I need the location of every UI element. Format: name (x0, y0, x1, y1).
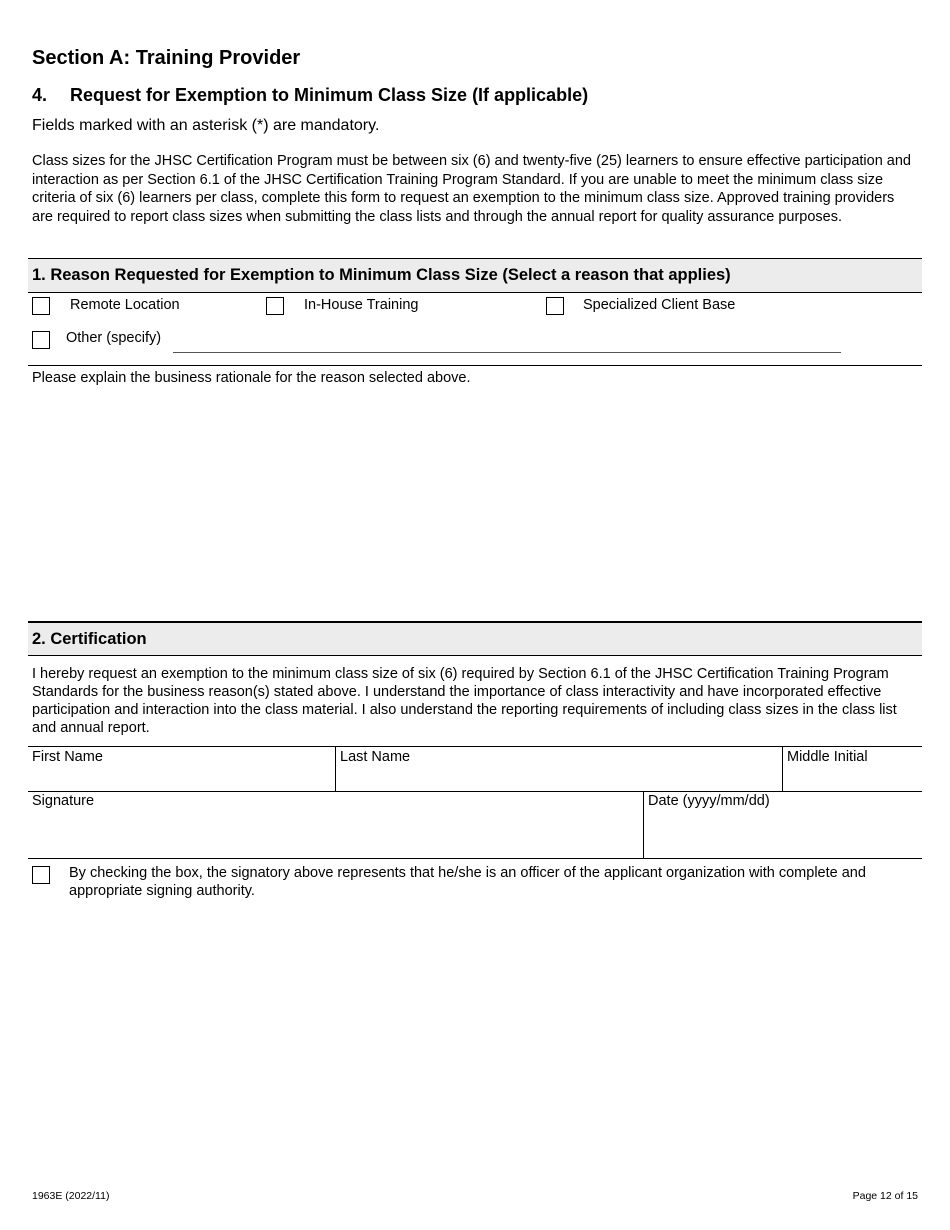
last-name-label: Last Name (340, 749, 411, 765)
certification-statement: I hereby request an exemption to the minimum class size of six (6) required by Section 6.1 of the JHSC Certification Training Program Standards for the business reason(s) stated above. I understand the importance of class interactivity and have incorporated effective participation and interaction into the class material. I also understand the reporting requirements of including class sizes in the class list and annual report. (32, 666, 897, 736)
divider (28, 746, 922, 747)
certification-section-header: 2. Certification (28, 621, 922, 656)
other-checkbox[interactable] (32, 331, 50, 349)
rationale-text-area[interactable] (28, 392, 922, 618)
middle-initial-field[interactable] (783, 767, 922, 790)
intro-paragraph: Class sizes for the JHSC Certification Program must be between six (6) and twenty-five (25) learners to ensure effective participation and interaction as per Section 6.1 of the JHSC Certification Training Program Standard. If you are unable to meet the minimum class size criteria of six (6) learners per class, complete this form to request an exemption to the minimum class size. Approved training providers are required to report class sizes when submitting the class lists and through the annual report for quality assurance purposes. (32, 153, 911, 225)
date-label: Date (yyyy/mm/dd) (648, 793, 770, 809)
first-name-field[interactable] (28, 767, 334, 790)
last-name-field[interactable] (336, 767, 781, 790)
other-specify-field[interactable] (173, 352, 841, 353)
signature-field[interactable] (28, 812, 642, 857)
remote-location-checkbox[interactable] (32, 297, 50, 315)
divider (28, 858, 922, 859)
subsection-title: Request for Exemption to Minimum Class Size (If applicable) (70, 85, 589, 105)
first-name-label: First Name (32, 749, 103, 765)
date-field[interactable] (644, 812, 922, 857)
rationale-prompt: Please explain the business rationale for the reason selected above. (32, 370, 471, 386)
in-house-training-label: In-House Training (304, 297, 419, 313)
mandatory-note: Fields marked with an asterisk (*) are mandatory. (32, 117, 380, 134)
specialized-client-base-label: Specialized Client Base (583, 297, 736, 313)
other-label: Other (specify) (66, 330, 162, 346)
divider (28, 791, 922, 792)
form-id: 1963E (2022/11) (32, 1190, 110, 1202)
specialized-client-base-checkbox[interactable] (546, 297, 564, 315)
middle-initial-label: Middle Initial (787, 749, 868, 765)
divider (28, 365, 922, 366)
in-house-training-checkbox[interactable] (266, 297, 284, 315)
page-number: Page 12 of 15 (852, 1190, 918, 1202)
signature-label: Signature (32, 793, 95, 809)
reason-section-header: 1. Reason Requested for Exemption to Minimum Class Size (Select a reason that applies) (28, 258, 922, 293)
signing-authority-statement: By checking the box, the signatory above represents that he/she is an officer of the applicant organization with complete and appropriate signing authority. (69, 865, 866, 899)
section-title: Section A: Training Provider (32, 47, 301, 69)
subsection-heading (32, 85, 588, 106)
remote-location-label: Remote Location (70, 297, 180, 313)
signing-authority-checkbox[interactable] (32, 866, 50, 884)
subsection-number: 4. (32, 85, 48, 105)
